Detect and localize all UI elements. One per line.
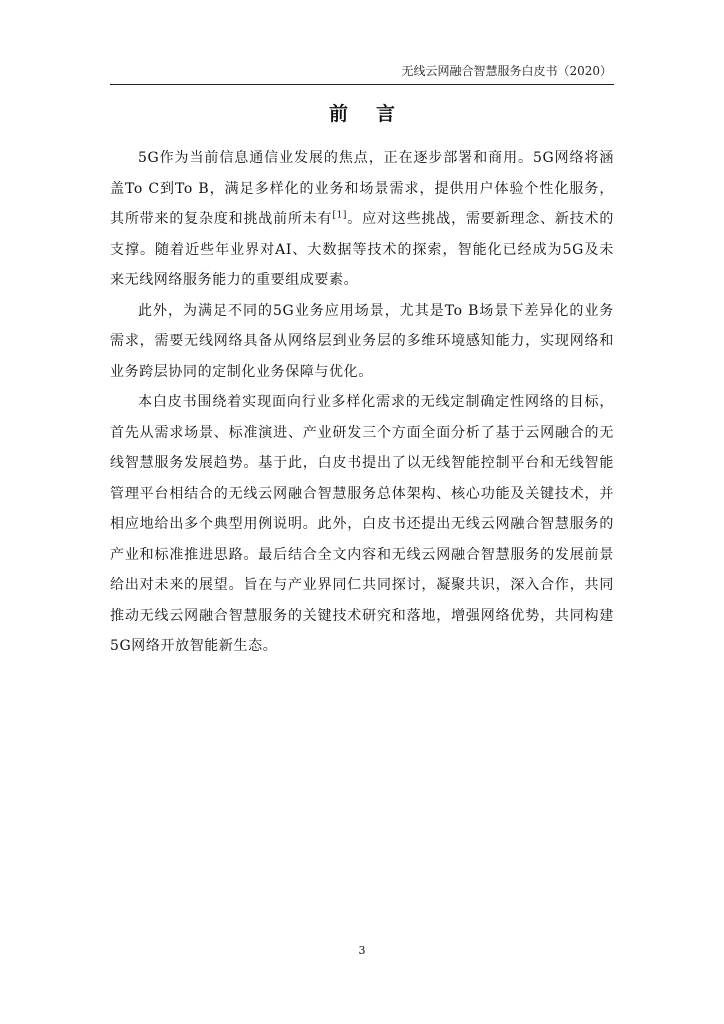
paragraph-1-text-continued: 。应对这些挑战，需要新理念、新技术的支撑。随着近些年业界对AI、大数据等技术的探索，智能化已经成为5G及未来无线网络服务能力的重要组成要素。 <box>110 211 614 288</box>
paragraph-2: 此外，为满足不同的5G业务应用场景，尤其是To B场景下差异化的业务需求，需要无线网络具备从网络层到业务层的多维环境感知能力，实现网络和业务跨层协同的定制化业务保障与优化。 <box>110 302 614 380</box>
paragraph-3: 本白皮书围绕着实现面向行业多样化需求的无线定制确定性网络的目标，首先从需求场景、标准演进、产业研发三个方面全面分析了基于云网融合的无线智慧服务发展趋势。基于此，白皮书提出了以无线智能控制平台和无线智能管理平台相结合的无线云网融合智慧服务总体架构、核心功能及关键技术，并相应地给出多个典型用例说明。此外，白皮书还提出无线云网融合智慧服务的产业和标准推进思路。最后结合全文内容和无线云网融合智慧服务的发展前景给出对未来的展望。旨在与产业界同仁共同探讨，凝聚共识，深入合作，共同推动无线云网融合智慧服务的关键技术研究和落地，增强网络优势，共同构建5G网络开放智能新生态。 <box>110 394 614 654</box>
paragraph-1 <box>110 143 614 296</box>
header-divider <box>110 84 614 85</box>
paragraph-1-text: 5G作为当前信息通信业发展的焦点，正在逐步部署和商用。5G网络将涵盖To C到To B，满足多样化的业务和场景需求，提供用户体验个性化服务，其所带来的复杂度和挑战前所未有 <box>110 150 614 227</box>
section-title: 前言 <box>328 103 423 125</box>
running-header: 无线云网融合智慧服务白皮书（2020） <box>401 64 612 78</box>
page-number: 3 <box>358 944 366 957</box>
body-text <box>110 143 614 662</box>
citation-reference: [1] <box>332 210 348 221</box>
